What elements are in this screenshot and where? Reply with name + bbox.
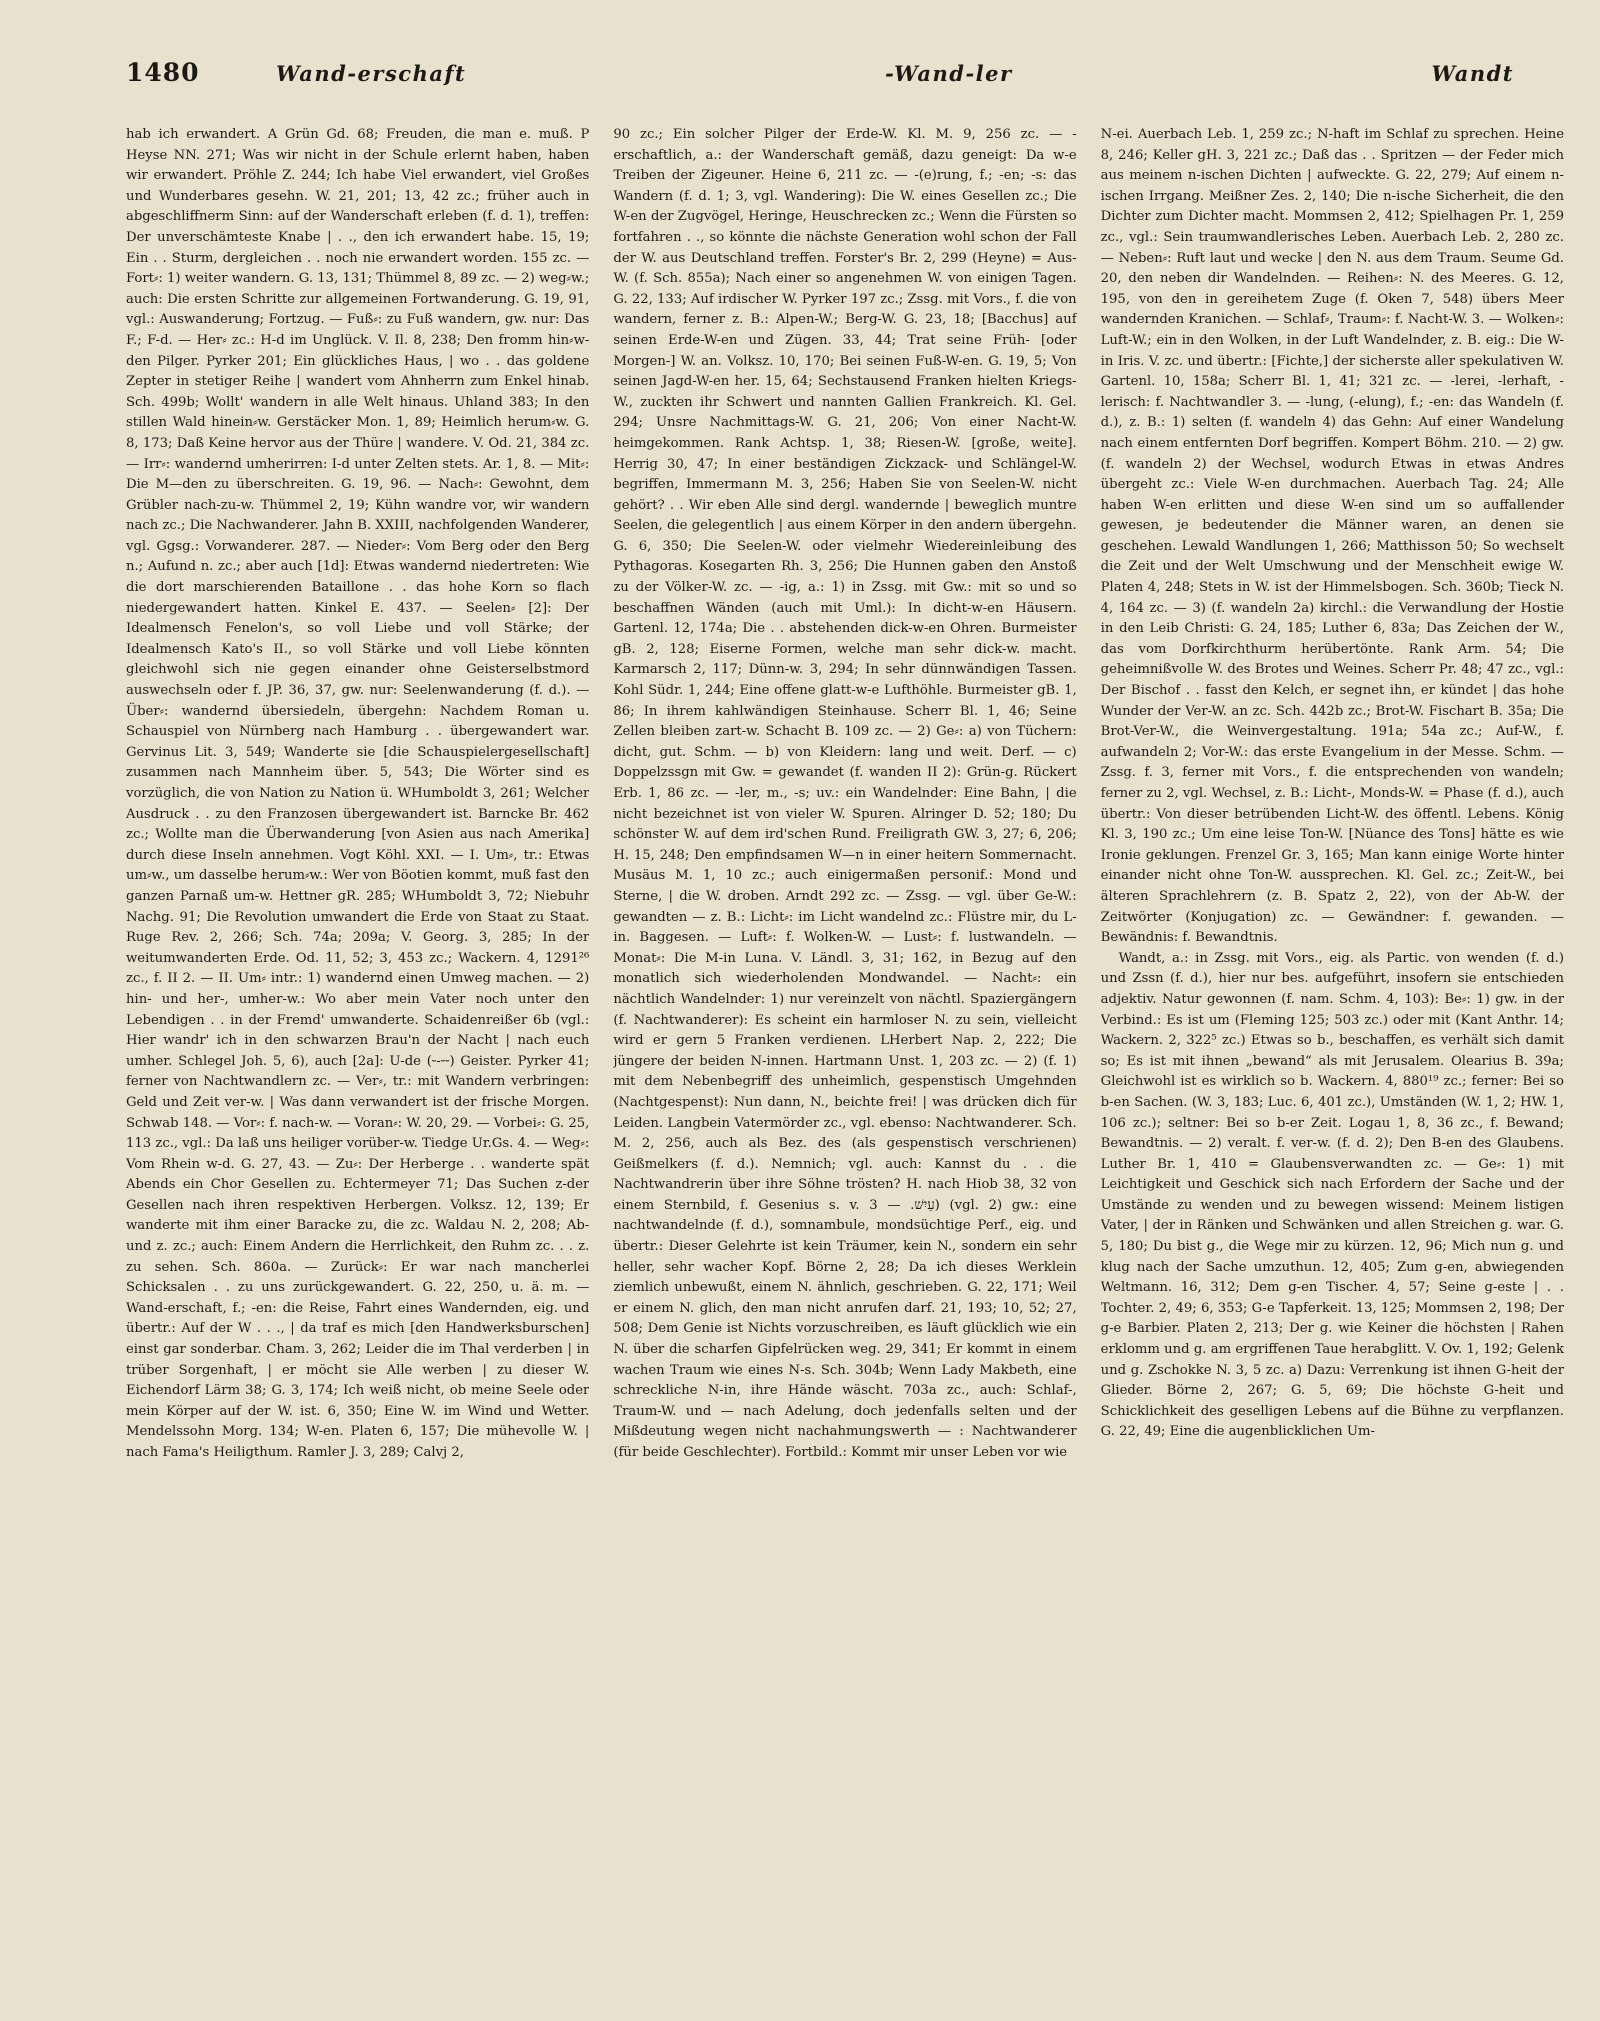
text-columns bbox=[126, 125, 1564, 2005]
column-left bbox=[126, 125, 589, 2005]
column-middle bbox=[613, 125, 1076, 2005]
header-left-catchword: Wand-erschaft bbox=[276, 61, 467, 86]
column-right bbox=[1101, 125, 1564, 2005]
header-center-catchword: -Wand-ler bbox=[885, 61, 1013, 86]
column-right-text-1: N-ei. Auerbach Leb. 1, 259 zc.; N-haft im Schlaf zu sprechen. Heine 8, 246; Keller gH. 3, 221 zc.; Daß das . . Spritzen — der Feder mich aus meinem n-ischen Dichten | aufweckte. G. 22, 279; Auf einem n-ischen Irrgang. Meißner Zes. 2, 140; Die n-ische Sicherheit, die den Dichter zum Dichter macht. Mommsen 2, 412; Spielhagen Pr. 1, 259 zc., vgl.: Sein traumwandlerisches Leben. Auerbach Leb. 2, 280 zc. — Neben⸗: Ruft laut und wecke | den N. aus dem Traum. Seume Gd. 20, den neben dir Wandelnden. — Reihen⸗: N. des Meeres. G. 12, 195, von den in gereihetem Zuge (f. Oken 7, 548) übers Meer wandernden Kranichen. — Schlaf⸗, Traum⸗: f. Nacht-W. 3. — Wolken⸗: Luft-W.; ein in den Wolken, in der Luft Wandelnder, z. B. eig.: Die W-in Iris. V. zc. und übertr.: [Fichte,] der sicherste aller spekulativen W. Gartenl. 10, 158a; Scherr Bl. 1, 41; 321 zc. — -lerei, -lerhaft, -lerisch: f. Nachtwandler 3. — -lung, (-elung), f.; -en: das Wandeln (f. d.), z. B.: 1) selten (f. wandeln 4) das Gehn: Auf einer Wandelung nach einem entfernten Dorf begriffen. Kompert Böhm. 210. — 2) gw. (f. wandeln 2) der Wechsel, wodurch Etwas in etwas Andres übergeht zc.: Viele W-en durchmachen. Auerbach Tag. 24; Alle haben W-en erlitten und diese W-en sind um so auffallender gewesen, je bedeutender die Männer waren, an denen sie geschehen. Lewald Wandlungen 1, 266; Matthisson 50; So wechselt die Zeit und der Welt Umschwung und der Menschheit ewige W. Platen 4, 248; Stets in W. ist der Himmelsbogen. Sch. 360b; Tieck N. 4, 164 zc. — 3) (f. wandeln 2a) kirchl.: die Verwandlung der Hostie in den Leib Christi: G. 24, 185; Luther 6, 83a; Das Zeichen der W., das vom Dorfkirchthurm herübertönte. Rank Arm. 54; Die geheimnißvolle W. des Brotes und Weines. Scherr Pr. 48; 47 zc., vgl.: Der Bischof . . fasst den Kelch, er segnet ihn, er kündet | das hohe Wunder der Ver-W. an zc. Sch. 442b zc.; Brot-W. Fischart B. 35a; Die Brot-Ver-W., die Weinvergestaltung. 191a; 54a zc.; Auf-W., f. aufwandeln 2; Vor-W.: das erste Evangelium in der Messe. Schm. — Zssg. f. 3, ferner mit Vors., f. die entsprechenden von wandeln; ferner zu 2, vgl. Wechsel, z. B.: Licht-, Monds-W. = Phase (f. d.), auch übertr.: Von dieser betrübenden Licht-W. des öffentl. Lebens. König Kl. 3, 190 zc.; Um eine leise Ton-W. [Nüance des Tons] hätte es wie Ironie geklungen. Frenzel Gr. 3, 165; Man kann einige Worte hinter einander nicht ohne Ton-W. aussprechen. Kl. Gel. zc.; Zeit-W., bei älteren Sprachlehrern (z. B. Spatz 2, 22), von der Ab-W. der Zeitwörter (Konjugation) zc. — Gewändner: f. gewanden. — Bewändnis: f. Bewandtnis. bbox=[1100, 127, 1564, 946]
column-left-text: hab ich erwandert. A Grün Gd. 68; Freuden, die man e. muß. P Heyse NN. 271; Was wir nicht in der Schule erlernt haben, haben wir erwandert. Pröhle Z. 244; Ich habe Viel erwandert, viel Großes und Wunderbares gesehn. W. 21, 201; 13, 42 zc.; früher auch in abgeschliffnerm Sinn: auf der Wanderschaft erleben (f. d. 1), treffen: Der unverschämteste Knabe | . ., den ich erwandert habe. 15, 19; Ein . . Sturm, dergleichen . . noch nie erwandert worden. 155 zc. — Fort⸗: 1) weiter wandern. G. 13, 131; Thümmel 8, 89 zc. — 2) weg⸗w.; auch: Die ersten Schritte zur allgemeinen Fortwanderung. G. 19, 91, vgl.: Auswanderung; Fortzug. — Fuß⸗: zu Fuß wandern, gw. nur: Das F.; F-d. — Her⸗ zc.: H-d im Unglück. V. Il. 8, 238; Den fromm hin⸗w-den Pilger. Pyrker 201; Ein glückliches Haus, | wo . . das goldene Zepter in stetiger Reihe | wandert vom Ahnherrn zum Enkel hinab. Sch. 499b; Wollt' wandern in alle Welt hinaus. Uhland 383; In den stillen Wald hinein⸗w. Gerstäcker Mon. 1, 89; Heimlich herum⸗w. G. 8, 173; Daß Keine hervor aus der Thüre | wandere. V. Od. 21, 384 zc. — Irr⸗: wandernd umherirren: I-d unter Zelten stets. Ar. 1, 8. — Mit⸗: Die M—den zu überschreiten. G. 19, 96. — Nach⸗: Gewohnt, dem Grübler nach-zu-w. Thümmel 2, 19; Kühn wandre vor, wir wandern nach zc.; Die Nachwanderer. Jahn B. XXIII, nachfolgenden Wanderer, vgl. Ggsg.: Vorwanderer. 287. — Nieder⸗: Vom Berg oder den Berg n.; Aufund n. zc.; aber auch [1d]: Etwas wandernd niedertreten: Wie die dort marschierenden Bataillone . . das hohe Korn so flach niedergewandert hatten. Kinkel E. 437. — Seelen⸗ [2]: Der Idealmensch Fenelon's, so voll Liebe und voll Stärke; der Idealmensch Kato's II., so voll Stärke und voll Liebe könnten gleichwohl sich nie gegen einander ohne Geisterselbstmord auswechseln oder f. JP. 36, 37, gw. nur: Seelenwanderung (f. d.). — Über⸗: wandernd übersiedeln, übergehn: Nachdem Roman u. Schauspiel von Nürnberg nach Hamburg . . übergewandert war. Gervinus Lit. 3, 549; Wanderte sie [die Schauspielergesellschaft] zusammen nach Mannheim über. 5, 543; Die Wörter sind es vorzüglich, die von Nation zu Nation ü. WHumboldt 3, 261; Welcher Ausdruck . . zu den Franzosen übergewandert ist. Barncke Br. 462 zc.; Wollte man die Überwanderung [von Asien aus nach Amerika] durch diese Inseln annehmen. Vogt Köhl. XXI. — I. Um⸗, tr.: Etwas um⸗w., um dasselbe herum⸗w.: Wer von Böotien kommt, muß fast den ganzen Parnaß um-w. Hettner gR. 285; WHumboldt 3, 72; Niebuhr Nachg. 91; Die Revolution umwandert die Erde von Staat zu Staat. Ruge Rev. 2, 266; Sch. 74a; 209a; V. Georg. 3, 285; In der weitumwanderten Erde. Od. 11, 52; 3, 453 zc.; Wackern. 4, 1291²⁶ zc., f. II 2. — II. Um⸗ intr.: 1) wandernd einen Umweg machen. — 2) hin- und her-, umher-w.: Wo aber mein Vater noch unter den Lebendigen . . in der Fremd' umwanderte. Schaidenreißer 6b (vgl.: Hier wandr' ich in den schwarzen Brau'n der Nacht | nach euch umher. Schlegel Joh. 5, 6), auch [2a]: U-de (⏑-⏑⏑) Geister. Pyrker 41; ferner von Nachtwandlern zc. — Ver⸗, tr.: mit Wandern verbringen: Geld und Zeit ver-w. | Was dann verwandert ist der frische Morgen. Schwab 148. — Vor⸗: f. nach-w. — Voran⸗: W. 20, 29. — Vorbei⸗: G. 25, 113 zc., vgl.: Da laß uns heiliger vorüber-w. Tiedge Ur.Gs. 4. — Weg⸗: Vom Rhein w-d. G. 27, 43. — Zu⸗: Der Herberge . . wanderte spät Abends ein Chor Gesellen zu. Echtermeyer 71; Das Suchen z-der Gesellen nach ihren respektiven Herbergen. Volksz. 12, 139; Er wanderte mit ihm einer Baracke zu, die zc. Waldau N. 2, 208; Ab- und z. zc.; auch: Einem Andern die Herrlichkeit, den Ruhm zc. . . z. zu sehen. Sch. 860a. — Zurück⸗: Er war nach mancherlei Schicksalen . . zu uns zurückgewandert. G. 22, 250, u. ä. m. — Wand-erschaft, f.; -en: die Reise, Fahrt eines Wandernden, eig. und übertr.: Auf der W . . ., | da traf es mich [den Handwerksburschen] einst gar sonderbar. Cham. 3, 262; Leider die im Thal verderben | in trüber Sorgenhaft, | er möcht sie Alle werben | zu dieser W. Eichendorf Lärm 38; G. 3, 174; Ich weiß nicht, ob meine Seele oder mein Körper auf der W. ist. 6, 350; Eine W. im Wind und Wetter. Mendelssohn Morg. 134; W-en. Platen 6, 157; Die mühevolle W. | nach Fama's Heiligthum. Ramler J. 3, 289; Calvj 2, bbox=[126, 127, 590, 1460]
header-right-catchword: Wandt bbox=[1431, 61, 1514, 86]
page-number: 1480 bbox=[126, 58, 200, 87]
column-right-text-2: Wandt, a.: in Zssg. mit Vors., eig. als Partic. von wenden (f. d.) und Zssn (f. d.), hier nur bes. aufgeführt, insofern sie entschieden adjektiv. Natur gewonnen (f. nam. Schm. 4, 103): Be⸗: 1) gw. in der Verbind.: Es ist um (Fleming 125; 503 zc.) oder mit (Kant Anthr. 14; Wackern. 2, 322⁵ zc.) Etwas so b., beschaffen, es verhält sich damit so; Es ist mit ihnen „bewand“ als mit Jerusalem. Olearius B. 39a; Gleichwohl ist es wirklich so b. Wackern. 4, 880¹⁹ zc.; ferner: Bei so b-en Sachen. (W. 3, 183; Luc. 6, 401 zc.), Umständen (W. 1, 2; HW. 1, 106 zc.); seltner: Bei so b-er Zeit. Logau 1, 8, 36 zc., f. Bewand; Bewandtnis. — 2) veralt. f. ver-w. (f. d. 2); Den B-en des Glaubens. Luther Br. 1, 410 = Glaubensverwandten zc. — Ge⸗: 1) mit Leichtigkeit und Geschick sich nach Erfordern der Sache und der Umstände zu wenden und zu bewegen wissend: Meinem listigen Vater, | der in Ränken und Schwänken und allen Streichen g. war. G. 5, 180; Du bist g., die Wege mir zu kürzen. 12, 96; Mich nun g. und klug nach der Sache umzuthun. 12, 405; Zum g-en, abwiegenden Weltmann. 16, 312; Dem g-en Tischer. 4, 57; Seine g-este | . . Tochter. 2, 49; 6, 353; G-e Tapferkeit. 13, 125; Mommsen 2, 198; Der g-e Barbier. Platen 2, 213; Der g. wie Keiner die höchsten | Rahen erklomm und g. am ergriffenen Taue herabglitt. V. Ov. 1, 192; Gelenk und g. Zschokke N. 3, 5 zc. a) Dazu: Verrenkung ist ihnen G-heit der Glieder. Börne 2, 267; G. 5, 69; Die höchste G-heit und Schicklichkeit des geselligen Lebens auf die Bühne zu verpflanzen. G. 22, 49; Eine die augenblicklichen Um- bbox=[1100, 950, 1564, 1440]
column-middle-text: 90 zc.; Ein solcher Pilger der Erde-W. Kl. M. 9, 256 zc. — -erschaftlich, a.: der Wanderschaft gemäß, dazu geneigt: Da w-e Treiben der Zigeuner. Heine 6, 211 zc. — -(e)rung, f.; -en; -s: das Wandern (f. d. 1; 3, vgl. Wandering): Die W. eines Gesellen zc.; Die W-en der Zugvögel, Heringe, Heuschrecken zc.; Wenn die Fürsten so fortfahren . ., so könnte die nächste Generation wohl schon der Fall der W. aus Deutschland treffen. Forster's Br. 2, 299 (Heyne) = Aus-W. (f. Sch. 855a); Nach einer so angenehmen W. von einigen Tagen. G. 22, 133; Auf irdischer W. Pyrker 197 zc.; Zssg. mit Vors., f. die von wandern, ferner z. B.: Alpen-W.; Berg-W. G. 23, 18; [Bacchus] auf seinen Erde-W-en und Zügen. 33, 44; Trat seine Früh- [oder Morgen-] W. an. Volksz. 10, 170; Bei seinen Fuß-W-en. G. 19, 5; Von seinen Jagd-W-en her. 15, 64; Sechstausend Franken hielten Kriegs-W., zuckten ihr Schwert und nannten Gallien Frankreich. Kl. Gel. 294; Unsre Nachmittags-W. G. 21, 206; Von einer Nacht-W. heimgekommen. Rank Achtsp. 1, 38; Riesen-W. [große, weite]. Herrig 30, 47; In einer beständigen Zickzack- und Schlängel-W. begriffen, Immermann M. 3, 256; Haben Sie von Seelen-W. nicht gehört? . . Wir eben Alle sind dergl. wandernde | beweglich muntre Seelen, die gelegentlich | aus einem Körper in den andern übergehn. G. 6, 350; Die Seelen-W. oder vielmehr Wiedereinleibung des Pythagoras. Kosegarten Rh. 3, 256; Die Hunnen gaben den Anstoß zu der Völker-W. zc. — -ig, a.: 1) in Zssg. mit Gw.: mit so und so beschaffnen Wänden (auch mit Uml.): In dicht-w-en Häusern. Gartenl. 12, 174a; Die . . abstehenden dick-w-en Ohren. Burmeister gB. 2, 128; Eiserne Formen, welche man sehr dick-w. macht. Karmarsch 2, 117; Dünn-w. 3, 294; In sehr dünnwändigen Tassen. Kohl Südr. 1, 244; Eine offene glatt-w-e Lufthöhle. Burmeister gB. 1, 86; In ihrem kahlwändigen Steinhause. Scherr Bl. 1, 46; Seine Zellen bleiben zart-w. Schacht B. 109 zc. — 2) Ge⸗: a) von Tüchern: dicht, gut. Schm. — b) von Kleidern: lang und weit. Derf. — c) Doppelzssgn mit Gw. = gewandet (f. wanden II 2): Grün-g. Rückert Erb. 1, 86 zc. — -ler, m., -s; uv.: ein Wandelnder: Eine Bahn, | die nicht bezeichnet ist von vieler W. Spuren. Alringer D. 52; 180; Du schönster W. auf dem ird'schen Rund. Freiligrath GW. 3, 27; 6, 206; H. 15, 248; Den empfindsamen W—n in einer heitern Sommernacht. Musäus M. 1, 10 zc.; auch einigermaßen personif.: Mond und Sterne, | die W. droben. Arndt 292 zc. — Zssg. — vgl. über Ge-W.: gewandten — z. B.: Licht⸗: im Licht wandelnd zc.: Flüstre mir, du L-in. Baggesen. — Luft⸗: f. Wolken-W. — Lust⸗: f. lustwandeln. — Monat⸗: Die M-in Luna. V. Ländl. 3, 31; 162, in Bezug auf den monatlich sich wiederholenden Mondwandel. — Nacht⸗: ein nächtlich Wandelnder: 1) nur vereinzelt von nächtl. Spaziergängern (f. Nachtwanderer): Es scheint ein harmloser N. zu sein, vielleicht wird er gern 5 Franken verdienen. LHerbert Nap. 2, 222; Die jüngere der beiden N-innen. Hartmann Unst. 1, 203 zc. — 2) (f. 1) mit dem Nebenbegriff des unheimlich, gespenstisch Umgehnden (Nachtgespenst): Nun dann, N., beichte frei! | was drücken dich für Leiden. Langbein Vatermörder zc., vgl. ebenso: Nachtwanderer. Sch. M. 2, 256, auch als Bez. des (als gespenstisch verschrienen) Geißmelkers (f. d.). Nemnich; vgl. auch: Kannst du . . die Nachtwandrerin über ihre Söhne trösten? H. nach Hiob 38, 32 von einem Sternbild, f. Gesenius s. v. עַיִשׁ. — 3) (vgl. 2) gw.: eine nachtwandelnde (f. d.), somnambule, mondsüchtige Perf., eig. und übertr.: Dieser Gelehrte ist kein Träumer, kein N., sondern ein sehr heller, sehr wacher Kopf. Börne 2, 28; Da ich dieses Werklein ziemlich unbewußt, einem N. ähnlich, geschrieben. G. 22, 171; Weil er einem N. glich, den man nicht anrufen darf. 21, 193; 10, 52; 27, 508; Dem Genie ist Nichts vorzuschreiben, es läuft glücklich wie ein N. über die scharfen Gipfelrücken weg. 29, 341; Er kommt in einem wachen Traum wie eines N-s. Sch. 304b; Wenn Lady Makbeth, eine schreckliche N-in, ihre Hände wäscht. 703a zc., auch: Schlaf-, Traum-W. und — nach Adelung, doch jedenfalls selten und der Mißdeutung wegen nicht nachahmungswerth — : Nachtwanderer (für beide Geschlechter). Fortbild.: Kommt mir unser Leben vor wie bbox=[613, 127, 1077, 1460]
running-header bbox=[126, 58, 1564, 99]
